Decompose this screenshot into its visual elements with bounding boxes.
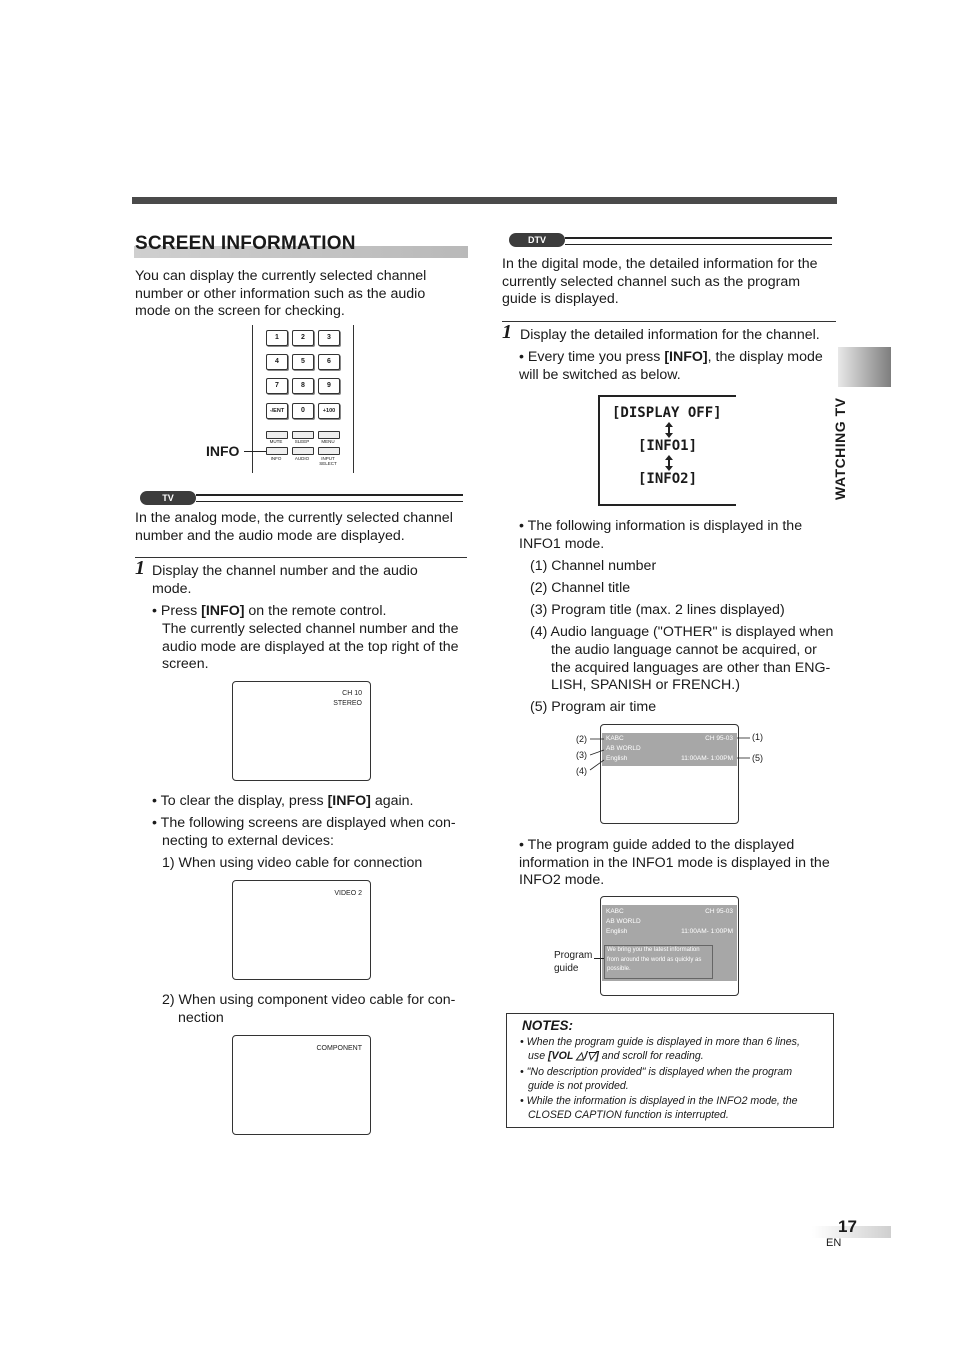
remote-label-info: INFO [270, 456, 282, 461]
mode-arrow-2-icon [663, 455, 675, 471]
tv-screen-component [232, 1035, 371, 1135]
info1-item-5: (5) Program air time [530, 699, 657, 715]
press-info-line: • Press [INFO] on the remote control. [152, 603, 387, 619]
info1-item-4-cont1: the audio language cannot be acquired, or [551, 642, 817, 658]
callout-2: (2) [576, 734, 587, 744]
remote-key-0: 0 [292, 403, 314, 419]
dtv-step-text: Display the detailed information for the channel. [520, 327, 820, 343]
remote-label-input-select: INPUT SELECT [319, 456, 337, 466]
dtv-badge: DTV [509, 233, 565, 247]
info2-audio-language: English [606, 928, 628, 935]
tv-step-text: Display the channel number and the audio mode. [152, 563, 418, 597]
side-tab-label: WATCHING TV [832, 397, 848, 500]
dtv-step-number: 1 [502, 321, 512, 343]
page-number: 17 [838, 1217, 857, 1236]
press-info-detail: The currently selected channel number and the audio mode are displayed at the top right of the screen. [162, 621, 459, 673]
info-callout-label: INFO [206, 443, 240, 459]
info2-intro: • The program guide added to the displayed information in the INFO1 mode is displayed in the INFO2 mode. [519, 837, 830, 889]
every-press-line: • Every time you press [INFO], the display mode will be switched as below. [519, 349, 823, 383]
section-title: SCREEN INFORMATION [135, 233, 356, 254]
info2-screen [600, 896, 739, 996]
remote-key-8: 8 [292, 378, 314, 394]
intro-text: You can display the currently selected channel number or other information such as the audio mode on the screen for checking. [135, 268, 427, 320]
screen-channel-number: CH 10 [342, 690, 362, 697]
mode-display-off: [DISPLAY OFF] [612, 405, 722, 421]
info-callout-line [244, 451, 266, 452]
info2-channel-title: KABC [606, 908, 624, 915]
remote-illustration [252, 325, 354, 473]
tv-screen-channel [232, 681, 371, 781]
info2-band [602, 905, 737, 981]
screen-audio-mode: STEREO [333, 699, 362, 707]
top-rule [132, 197, 837, 204]
info2-program-title: AB WORLD [606, 918, 641, 925]
callout-3: (3) [576, 750, 587, 760]
program-guide-callout: Program guide [554, 950, 593, 974]
info1-audio-language: English [606, 755, 628, 762]
note-2: • "No description provided" is displayed when the program guide is not provided. [520, 1066, 793, 1092]
mode-info2: [INFO2] [638, 471, 698, 487]
dtv-intro-text: In the digital mode, the detailed information for the currently selected channel such as the program guide is displayed. [502, 256, 818, 308]
info1-item-1: (1) Channel number [530, 558, 657, 574]
info1-intro: • The following information is displayed in the INFO1 mode. [519, 518, 803, 552]
tv-screen-video2 [232, 880, 371, 980]
info1-channel-number: CH 95-03 [705, 735, 733, 742]
case-video-cable: 1) When using video cable for connection [162, 855, 423, 871]
info1-item-3: (3) Program title (max. 2 lines displayed) [530, 602, 785, 618]
remote-key-2: 2 [292, 330, 314, 346]
following-screens-line1: • The following screens are displayed when con- [152, 815, 456, 831]
case-component-line1: 2) When using component video cable for con- [162, 992, 456, 1008]
info2-program-guide-box [604, 945, 713, 979]
remote-key-1: 1 [266, 330, 288, 346]
remote-key-9: 9 [318, 378, 340, 394]
callout-1: (1) [752, 732, 763, 742]
remote-key-7: 7 [266, 378, 288, 394]
clear-display-line: • To clear the display, press [INFO] again. [152, 793, 414, 809]
dtv-badge-rule [565, 237, 832, 245]
guide-line-2: from around the world as quickly as [607, 956, 702, 963]
tv-badge-rule [196, 494, 463, 502]
remote-key-4: 4 [266, 354, 288, 370]
remote-menu-button [318, 431, 340, 439]
remote-mute-button [266, 431, 288, 439]
info1-channel-title: KABC [606, 735, 624, 742]
dtv-step-separator [502, 321, 836, 322]
tv-step-separator [135, 557, 467, 558]
tv-badge: TV [140, 491, 196, 505]
tv-step-number: 1 [135, 557, 145, 579]
screen-video2-label: VIDEO 2 [334, 890, 362, 897]
callout-4: (4) [576, 766, 587, 776]
mode-info1: [INFO1] [638, 438, 698, 454]
remote-label-mute: MUTE [269, 439, 283, 444]
guide-line-1: We bring you the latest information [607, 947, 700, 953]
guide-line-3: possible. [607, 966, 631, 972]
case-component-line2: nection [178, 1010, 224, 1026]
remote-input-select-button [318, 447, 340, 455]
side-tab-marker [838, 347, 891, 387]
remote-audio-button [292, 447, 314, 455]
language-code: EN [826, 1237, 842, 1249]
notes-heading: NOTES: [522, 1018, 574, 1033]
screen-component-label: COMPONENT [316, 1045, 362, 1052]
note-1: • When the program guide is displayed in more than 6 lines, use [VOL △/▽] and scroll for reading. [520, 1036, 800, 1062]
remote-label-menu: MENU [321, 439, 335, 444]
following-screens-line2: necting to external devices: [162, 833, 334, 849]
info1-program-title: AB WORLD [606, 745, 641, 752]
note-3: • While the information is displayed in the INFO2 mode, the CLOSED CAPTION function is interrupted. [520, 1095, 798, 1121]
remote-info-button [266, 447, 288, 455]
remote-key-plus100: +100 [318, 403, 340, 419]
notes-box [506, 1013, 834, 1128]
tv-intro-text: In the analog mode, the currently selected channel number and the audio mode are displayed. [135, 510, 453, 544]
info1-item-4-cont2: the acquired languages are other than ENG- [551, 660, 831, 676]
info1-item-4: (4) Audio language ("OTHER" is displayed when [530, 624, 834, 640]
remote-key-6: 6 [318, 354, 340, 370]
info1-item-2: (2) Channel title [530, 580, 631, 596]
remote-sleep-button [292, 431, 314, 439]
info1-air-time: 11:00AM- 1:00PM [681, 755, 733, 762]
info2-channel-number: CH 95-03 [705, 908, 733, 915]
callout-5: (5) [752, 753, 763, 763]
remote-label-sleep: SLEEP [294, 439, 310, 444]
remote-label-audio: AUDIO [294, 456, 310, 461]
remote-key-5: 5 [292, 354, 314, 370]
remote-key-ent: -/ENT [266, 403, 288, 419]
info2-air-time: 11:00AM- 1:00PM [681, 928, 733, 935]
info1-item-4-cont3: LISH, SPANISH or FRENCH.) [551, 677, 740, 693]
mode-arrow-1-icon [663, 422, 675, 438]
info1-callout-lines [588, 730, 758, 780]
program-guide-callout-line [594, 958, 604, 959]
remote-key-3: 3 [318, 330, 340, 346]
